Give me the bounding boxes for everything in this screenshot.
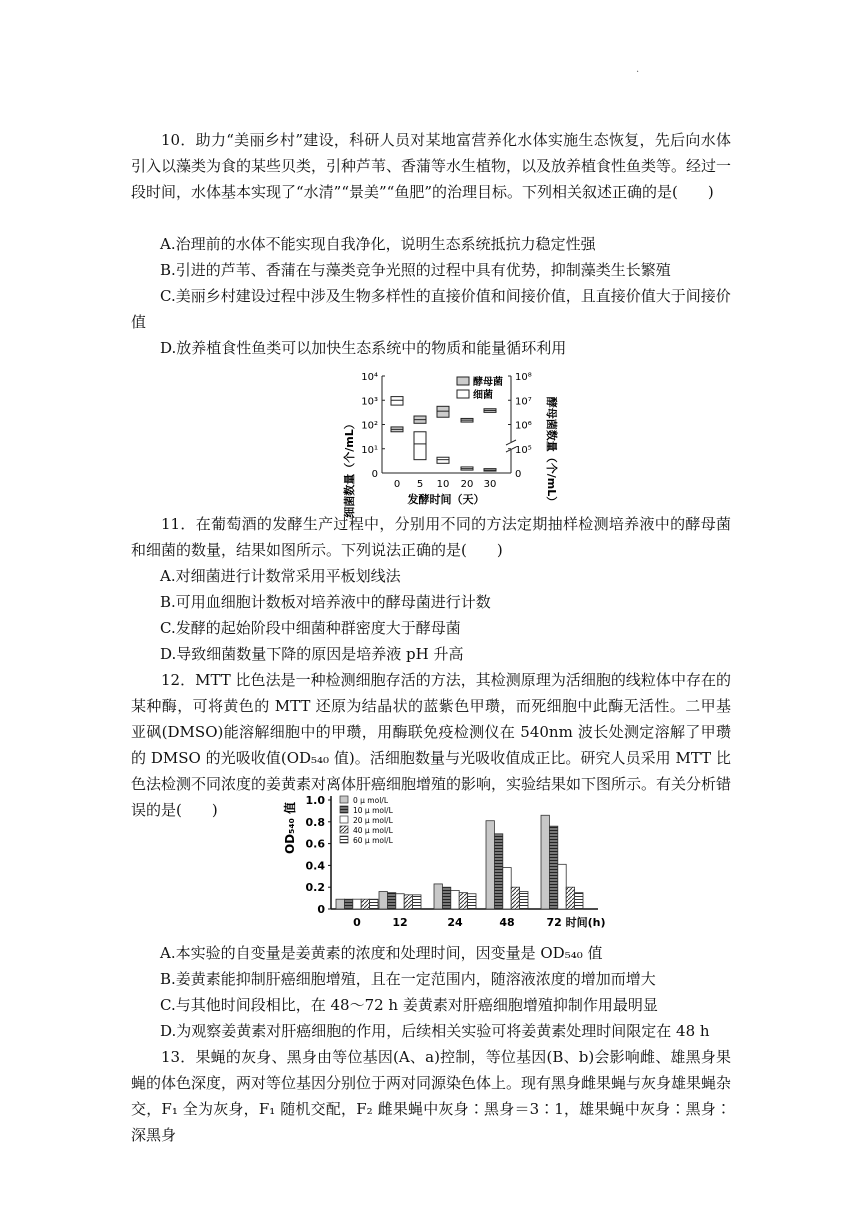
chart2-bar: [549, 826, 557, 909]
q11-stem: 11．在葡萄酒的发酵生产过程中，分别用不同的方法定期抽样检测培养液中的酵母菌和细菌的数量，结果如图所示。下列说法正确的是( ): [131, 515, 731, 559]
chart1-left-tick-label: 10¹: [361, 444, 378, 456]
q12-stem: 12．MTT 比色法是一种检测细胞存活的方法，其检测原理为活细胞的线粒体中存在的某种酶，可将黄色的 MTT 还原为结晶状的蓝紫色甲瓒，而死细胞中此酶无活性。二甲基亚砜(DMSO)能溶解细胞中的甲瓒，用酶联免疫检测仪在 540nm 波长处测定溶解了甲瓒的 DMSO 的光吸收值(OD₅₄₀ 值)。活细胞数量与光吸收值成正比。研究人员采用 MTT 比色法检测不同浓度的姜黄素对离体肝癌细胞增殖的影响，实验结果如下图所示。有关分析错误的是( ): [131, 671, 732, 819]
chart2-bar: [451, 890, 459, 909]
chart1-x-tick-label: 20: [460, 479, 474, 490]
chart2-bar: [486, 821, 494, 909]
chart1-legend-label: 酵母菌: [473, 377, 503, 388]
chart2-bar: [558, 864, 566, 909]
chart2-y-tick-label: 0.6: [305, 837, 325, 851]
chart1-box-bacteria: [391, 397, 403, 405]
chart1-right-tick-label: 10⁷: [515, 396, 532, 408]
chart1-right-tick-label: 10⁵: [515, 444, 532, 456]
chart2-y-tick-label: 0.2: [305, 881, 325, 895]
chart2-y-tick-label: 0.8: [305, 815, 325, 829]
chart2-x-tick-label: 48: [499, 916, 515, 929]
chart1-box-bacteria: [414, 432, 426, 460]
chart2-bar: [566, 887, 574, 909]
chart1-right-tick-label: 10⁶: [515, 420, 532, 432]
q10-option-c: C.美丽乡村建设过程中涉及生物多样性的直接价值和间接价值，且直接价值大于间接价值: [131, 287, 731, 331]
chart1-x-axis-label: 发酵时间（天）: [407, 493, 485, 506]
chart2-bar: [404, 895, 412, 909]
chart2-x-tick-label: 24: [447, 916, 463, 929]
od540-bar-chart: [280, 784, 620, 940]
page-mark: .: [636, 64, 640, 75]
chart1-box-yeast: [437, 406, 449, 417]
q10-stem: 10．助力“美丽乡村”建设，科研人员对某地富营养化水体实施生态恢复，先后向水体引入以藻类为食的某些贝类，引种芦苇、香蒲等水生植物，以及放养植食性鱼类等。经过一段时间，水体基本实现了“水清”“景美”“鱼肥”的治理目标。下列相关叙述正确的是( ): [131, 131, 732, 201]
chart1-x-tick-label: 30: [483, 479, 497, 490]
chart2-bar: [520, 892, 528, 909]
chart2-legend-label: 20 μ mol/L: [353, 816, 393, 825]
chart1-left-tick-label: 10³: [361, 396, 378, 408]
chart1-left-axis-label: 细菌数量（个/mL）: [343, 418, 356, 518]
q11-option-c: C.发酵的起始阶段中细菌种群密度大于酵母菌: [160, 619, 461, 637]
chart2-legend-label: 60 μ mol/L: [353, 836, 393, 845]
q11-option-d: D.导致细菌数量下降的原因是培养液 pH 升高: [160, 645, 464, 663]
chart2-bar: [442, 887, 450, 909]
q12-option-b: B.姜黄素能抑制肝癌细胞增殖，且在一定范围内，随溶液浓度的增加而增大: [160, 970, 656, 988]
chart2-bar: [511, 887, 519, 909]
q13-stem: 13．果蝇的灰身、黑身由等位基因(A、a)控制，等位基因(B、b)会影响雌、雄黑身果蝇的体色深度，两对等位基因分别位于两对同源染色体上。现有黑身雌果蝇与灰身雄果蝇杂交，F₁ 全为灰身，F₁ 随机交配，F₂ 雌果蝇中灰身∶黑身＝3∶1，雄果蝇中灰身∶黑身∶深黑身: [131, 1048, 732, 1144]
chart1-x-tick-label: 0: [393, 479, 401, 490]
q12-option-c: C.与其他时间段相比，在 48～72 h 姜黄素对肝癌细胞增殖抑制作用最明显: [160, 996, 658, 1014]
chart2-x-tick-label: 12: [392, 916, 408, 929]
chart2-bar: [370, 899, 378, 909]
chart2-bar: [387, 893, 395, 909]
chart2-y-axis-label: OD₅₄₀ 值: [283, 801, 297, 855]
chart2-legend-swatch: [340, 806, 348, 813]
q10-option-b: B.引进的芦苇、香蒲在与藻类竞争光照的过程中具有优势，抑制藻类生长繁殖: [160, 261, 671, 279]
chart2-legend-swatch: [340, 796, 348, 803]
chart2-bar: [503, 868, 511, 909]
chart1-legend-swatch: [457, 390, 469, 398]
chart1-x-tick-label: 5: [416, 479, 424, 490]
chart2-bar: [468, 894, 476, 909]
chart2-bar: [353, 899, 361, 909]
chart2-bar: [494, 834, 502, 909]
q12-option-a: A.本实验的自变量是姜黄素的浓度和处理时间，因变量是 OD₅₄₀ 值: [160, 944, 603, 962]
chart1-right-tick-label: 10⁸: [515, 372, 532, 383]
chart2-legend-swatch: [340, 836, 348, 843]
chart2-x-tick-label: 72 时间(h): [546, 916, 606, 929]
chart2-legend-label: 10 μ mol/L: [353, 806, 393, 815]
chart2-bar: [396, 894, 404, 909]
chart2-bar: [361, 899, 369, 909]
chart2-y-tick-label: 0.4: [305, 859, 325, 873]
q10-option-d: D.放养植食性鱼类可以加快生态系统中的物质和能量循环利用: [160, 339, 567, 357]
chart1-right-tick-label: 0: [515, 469, 522, 480]
chart1-left-tick-label: 10²: [361, 420, 378, 432]
chart2-bar: [575, 893, 583, 909]
q11-option-b: B.可用血细胞计数板对培养液中的酵母菌进行计数: [160, 593, 491, 611]
chart1-left-tick-label: 10⁴: [361, 372, 378, 383]
chart2-bar: [379, 892, 387, 909]
chart2-bar: [413, 895, 421, 909]
chart2-bar: [434, 884, 442, 909]
chart1-left-tick-label: 0: [371, 469, 378, 480]
chart2-legend-swatch: [340, 826, 348, 833]
chart2-bar: [344, 899, 352, 909]
chart1-x-tick-label: 10: [436, 479, 450, 490]
q12-option-d: D.为观察姜黄素对肝癌细胞的作用，后续相关实验可将姜黄素处理时间限定在 48 h: [160, 1022, 710, 1040]
chart1-right-axis-label: 酵母菌数量（个/mL）: [545, 396, 558, 508]
chart1-legend-label: 细菌: [473, 390, 493, 401]
chart2-legend-label: 40 μ mol/L: [353, 826, 393, 835]
chart2-y-tick-label: 0: [317, 903, 325, 916]
q10-option-a: A.治理前的水体不能实现自我净化，说明生态系统抵抗力稳定性强: [160, 235, 596, 253]
chart2-legend-swatch: [340, 816, 348, 823]
chart2-legend-label: 0 μ mol/L: [353, 796, 388, 805]
chart2-x-tick-label: 0: [353, 916, 361, 929]
chart2-bar: [541, 815, 549, 909]
chart2-bar: [459, 893, 467, 909]
q11-option-a: A.对细菌进行计数常采用平板划线法: [160, 567, 401, 585]
chart1-box-bacteria: [437, 457, 449, 463]
chart1-legend-swatch: [457, 377, 469, 385]
chart2-y-tick-label: 1.0: [305, 794, 325, 807]
chart2-bar: [336, 899, 344, 909]
